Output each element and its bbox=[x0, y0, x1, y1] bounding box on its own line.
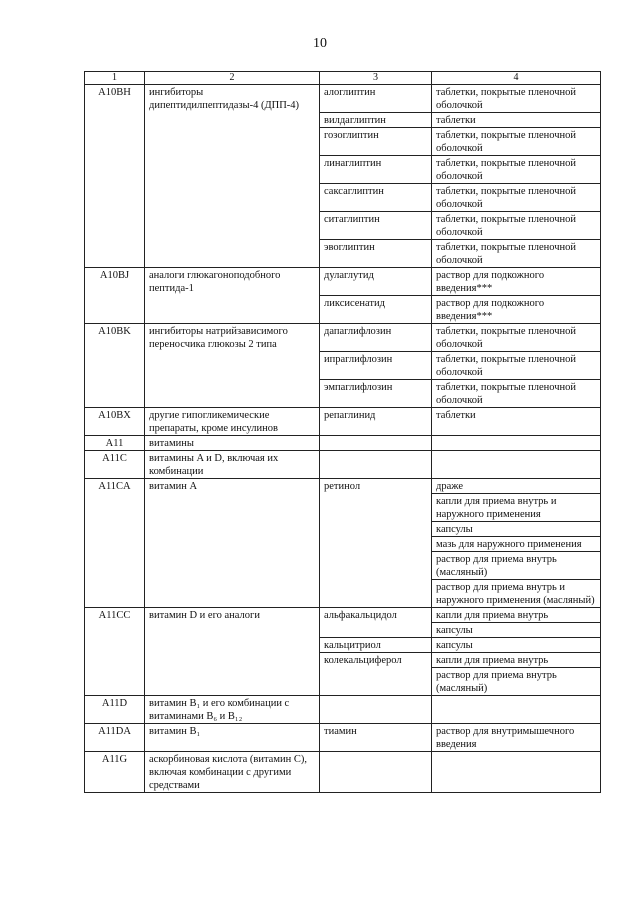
drug-name-cell: колекальциферол bbox=[320, 653, 432, 696]
dosage-form-cell: таблетки, покрытые пленочной оболочкой bbox=[432, 380, 601, 408]
atc-code-cell: A10BJ bbox=[85, 268, 145, 324]
drug-name-cell bbox=[320, 436, 432, 451]
drug-name-cell: ипраглифлозин bbox=[320, 352, 432, 380]
table-row bbox=[85, 724, 601, 752]
table-row bbox=[85, 436, 601, 451]
group-name-cell: витамин A bbox=[145, 479, 320, 608]
table-row bbox=[85, 479, 601, 494]
atc-code-cell: A11DA bbox=[85, 724, 145, 752]
drug-name-cell: ситаглиптин bbox=[320, 212, 432, 240]
group-name-cell: другие гипогликемические препараты, кроме инсулинов bbox=[145, 408, 320, 436]
dosage-form-cell: раствор для приема внутрь (масляный) bbox=[432, 668, 601, 696]
group-name-cell: витамин B₁ bbox=[145, 724, 320, 752]
atc-code-cell: A11CA bbox=[85, 479, 145, 608]
dosage-form-cell bbox=[432, 451, 601, 479]
dosage-form-cell: капсулы bbox=[432, 623, 601, 638]
atc-code-cell: A10BH bbox=[85, 85, 145, 268]
atc-code-cell: A11CC bbox=[85, 608, 145, 696]
dosage-form-cell bbox=[432, 752, 601, 793]
table-header-row bbox=[85, 72, 601, 85]
drug-name-cell: ликсисенатид bbox=[320, 296, 432, 324]
dosage-form-cell: таблетки, покрытые пленочной оболочкой bbox=[432, 212, 601, 240]
drug-name-cell: репаглинид bbox=[320, 408, 432, 436]
drug-name-cell bbox=[320, 696, 432, 724]
dosage-form-cell: капли для приема внутрь bbox=[432, 608, 601, 623]
column-header: 3 bbox=[320, 72, 432, 85]
drug-name-cell: альфакальцидол bbox=[320, 608, 432, 638]
dosage-form-cell: раствор для подкожного введения*** bbox=[432, 268, 601, 296]
drug-name-cell: тиамин bbox=[320, 724, 432, 752]
table-row bbox=[85, 408, 601, 436]
dosage-form-cell: таблетки, покрытые пленочной оболочкой bbox=[432, 240, 601, 268]
atc-code-cell: A11C bbox=[85, 451, 145, 479]
column-header: 4 bbox=[432, 72, 601, 85]
drug-table bbox=[84, 71, 601, 793]
drug-name-cell: кальцитриол bbox=[320, 638, 432, 653]
dosage-form-cell: раствор для приема внутрь (масляный) bbox=[432, 552, 601, 580]
dosage-form-cell: раствор для внутримышечного введения bbox=[432, 724, 601, 752]
dosage-form-cell: таблетки bbox=[432, 408, 601, 436]
dosage-form-cell: капли для приема внутрь bbox=[432, 653, 601, 668]
dosage-form-cell: таблетки, покрытые пленочной оболочкой bbox=[432, 85, 601, 113]
drug-name-cell: алоглиптин bbox=[320, 85, 432, 113]
drug-name-cell: гозоглиптин bbox=[320, 128, 432, 156]
table-row bbox=[85, 451, 601, 479]
atc-code-cell: A11G bbox=[85, 752, 145, 793]
group-name-cell: витамины A и D, включая их комбинации bbox=[145, 451, 320, 479]
dosage-form-cell: таблетки, покрытые пленочной оболочкой bbox=[432, 324, 601, 352]
atc-code-cell: A11 bbox=[85, 436, 145, 451]
atc-code-cell: A10BK bbox=[85, 324, 145, 408]
dosage-form-cell: таблетки bbox=[432, 113, 601, 128]
group-name-cell: ингибиторы натрийзависимого переносчика глюкозы 2 типа bbox=[145, 324, 320, 408]
group-name-cell: аскорбиновая кислота (витамин С), включая комбинации с другими средствами bbox=[145, 752, 320, 793]
dosage-form-cell: раствор для приема внутрь и наружного применения (масляный) bbox=[432, 580, 601, 608]
drug-name-cell: дапаглифлозин bbox=[320, 324, 432, 352]
drug-name-cell bbox=[320, 752, 432, 793]
dosage-form-cell: таблетки, покрытые пленочной оболочкой bbox=[432, 352, 601, 380]
drug-name-cell: эвоглиптин bbox=[320, 240, 432, 268]
dosage-form-cell: капсулы bbox=[432, 638, 601, 653]
dosage-form-cell: раствор для подкожного введения*** bbox=[432, 296, 601, 324]
atc-code-cell: A10BX bbox=[85, 408, 145, 436]
drug-name-cell: линаглиптин bbox=[320, 156, 432, 184]
dosage-form-cell bbox=[432, 696, 601, 724]
column-header: 1 bbox=[85, 72, 145, 85]
group-name-cell: витамин B₁ и его комбинации с витаминами B₆ и B₁₂ bbox=[145, 696, 320, 724]
table-row bbox=[85, 268, 601, 296]
dosage-form-cell: капли для приема внутрь и наружного применения bbox=[432, 494, 601, 522]
atc-code-cell: A11D bbox=[85, 696, 145, 724]
table-body bbox=[85, 85, 601, 793]
dosage-form-cell: таблетки, покрытые пленочной оболочкой bbox=[432, 184, 601, 212]
column-header: 2 bbox=[145, 72, 320, 85]
dosage-form-cell: таблетки, покрытые пленочной оболочкой bbox=[432, 128, 601, 156]
group-name-cell: ингибиторы дипептидилпептидазы-4 (ДПП-4) bbox=[145, 85, 320, 268]
group-name-cell: аналоги глюкагоноподобного пептида-1 bbox=[145, 268, 320, 324]
group-name-cell: витамин D и его аналоги bbox=[145, 608, 320, 696]
dosage-form-cell: капсулы bbox=[432, 522, 601, 537]
drug-name-cell: вилдаглиптин bbox=[320, 113, 432, 128]
table-row bbox=[85, 696, 601, 724]
drug-name-cell: дулаглутид bbox=[320, 268, 432, 296]
dosage-form-cell bbox=[432, 436, 601, 451]
dosage-form-cell: таблетки, покрытые пленочной оболочкой bbox=[432, 156, 601, 184]
table-row bbox=[85, 324, 601, 352]
drug-name-cell: саксаглиптин bbox=[320, 184, 432, 212]
drug-name-cell bbox=[320, 451, 432, 479]
page-number: 10 bbox=[313, 36, 327, 51]
drug-name-cell: ретинол bbox=[320, 479, 432, 608]
dosage-form-cell: мазь для наружного применения bbox=[432, 537, 601, 552]
dosage-form-cell: драже bbox=[432, 479, 601, 494]
drug-name-cell: эмпаглифлозин bbox=[320, 380, 432, 408]
table-row bbox=[85, 608, 601, 623]
table-row bbox=[85, 752, 601, 793]
table-row bbox=[85, 85, 601, 113]
group-name-cell: витамины bbox=[145, 436, 320, 451]
